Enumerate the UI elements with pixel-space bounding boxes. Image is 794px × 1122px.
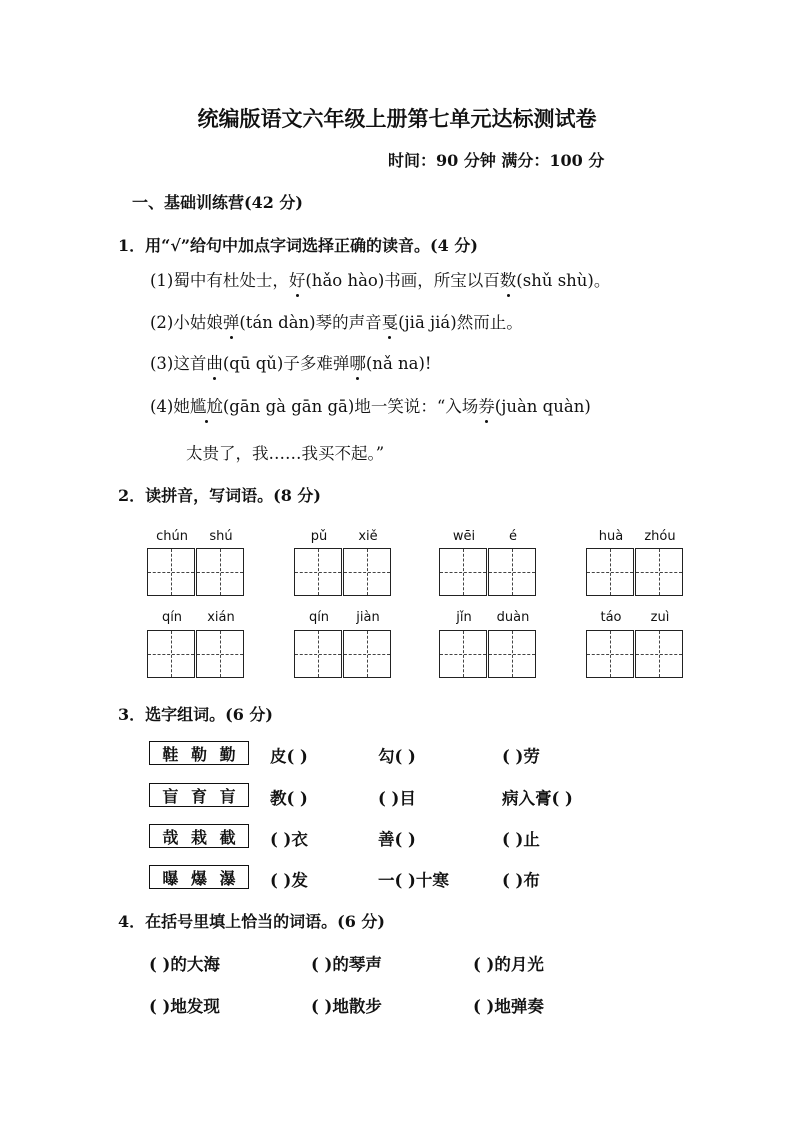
writing-grid[interactable] (343, 548, 391, 596)
q1-item-4-continued: 太贵了，我……我买不起。” (186, 444, 385, 463)
writing-grid[interactable] (488, 630, 536, 678)
pinyin: jiàn (356, 610, 380, 625)
fill-blank[interactable]: ( )的月光 (473, 955, 544, 974)
q1-item-1: (1)蜀中有杜处士，好(hǎo hào)书画，所宝以百数(shǔ shù)。 (150, 271, 611, 290)
writing-grid[interactable] (586, 548, 634, 596)
question-2-label: 2．读拼音，写词语。(8 分) (118, 486, 321, 505)
word-blank[interactable]: 皮( ) (270, 747, 308, 766)
char-choice-box: 曝 爆 瀑 (149, 865, 249, 889)
writing-grid[interactable] (343, 630, 391, 678)
writing-grid[interactable] (196, 548, 244, 596)
pinyin: duàn (496, 610, 530, 625)
word-blank[interactable]: ( )发 (270, 871, 308, 890)
writing-grid[interactable] (635, 630, 683, 678)
question-3-label: 3．选字组词。(6 分) (118, 705, 273, 724)
writing-grid[interactable] (147, 548, 195, 596)
word-blank[interactable]: 教( ) (270, 789, 308, 808)
pinyin: xián (207, 610, 235, 625)
pinyin: chún (156, 529, 188, 544)
q1-item-4: (4)她尴尬(gān gà gān gā)地一笑说：“入场券(juàn quàn) (150, 397, 591, 416)
question-1-label: 1．用“√”给句中加点字词选择正确的读音。(4 分) (118, 236, 478, 255)
q1-item-3: (3)这首曲(qū qǔ)子多难弹哪(nǎ na)! (150, 354, 432, 373)
word-blank[interactable]: ( )衣 (270, 830, 308, 849)
exam-meta: 时间：90 分钟 满分：100 分 (388, 151, 605, 170)
word-blank[interactable]: ( )布 (502, 871, 540, 890)
char-choice-box: 哉 栽 截 (149, 824, 249, 848)
writing-grid[interactable] (586, 630, 634, 678)
pinyin: pǔ (310, 529, 328, 544)
writing-grid[interactable] (488, 548, 536, 596)
pinyin: shú (209, 529, 233, 544)
pinyin: zuì (650, 610, 670, 625)
pinyin: qín (308, 610, 330, 625)
page-title: 统编版语文六年级上册第七单元达标测试卷 (197, 107, 597, 131)
pinyin: é (509, 529, 517, 544)
writing-grid[interactable] (294, 630, 342, 678)
word-blank[interactable]: ( )劳 (502, 747, 540, 766)
fill-blank[interactable]: ( )的大海 (149, 955, 220, 974)
writing-grid[interactable] (439, 630, 487, 678)
pinyin: táo (600, 610, 622, 625)
writing-grid[interactable] (294, 548, 342, 596)
pinyin: wēi (452, 529, 476, 544)
word-blank[interactable]: 勾( ) (378, 747, 416, 766)
fill-blank[interactable]: ( )地弹奏 (473, 997, 544, 1016)
fill-blank[interactable]: ( )地发现 (149, 997, 220, 1016)
word-blank[interactable]: 善( ) (378, 830, 416, 849)
word-blank[interactable]: ( )止 (502, 830, 540, 849)
writing-grid[interactable] (147, 630, 195, 678)
q1-item-2: (2)小姑娘弹(tán dàn)琴的声音戛(jiā jiá)然而止。 (150, 313, 523, 332)
fill-blank[interactable]: ( )的琴声 (311, 955, 382, 974)
pinyin: xiě (358, 529, 378, 544)
word-blank[interactable]: 一( )十寒 (378, 871, 449, 890)
word-blank[interactable]: 病入膏( ) (502, 789, 573, 808)
pinyin: huà (598, 529, 624, 544)
writing-grid[interactable] (439, 548, 487, 596)
char-choice-box: 盲 育 肓 (149, 783, 249, 807)
writing-grid[interactable] (196, 630, 244, 678)
fill-blank[interactable]: ( )地散步 (311, 997, 382, 1016)
word-blank[interactable]: ( )目 (378, 789, 416, 808)
writing-grid[interactable] (635, 548, 683, 596)
pinyin: qín (161, 610, 183, 625)
question-4-label: 4．在括号里填上恰当的词语。(6 分) (118, 912, 385, 931)
char-choice-box: 鞋 勒 勤 (149, 741, 249, 765)
pinyin: zhóu (644, 529, 676, 544)
section-heading: 一、基础训练营(42 分) (132, 193, 303, 212)
pinyin: jǐn (456, 610, 472, 625)
